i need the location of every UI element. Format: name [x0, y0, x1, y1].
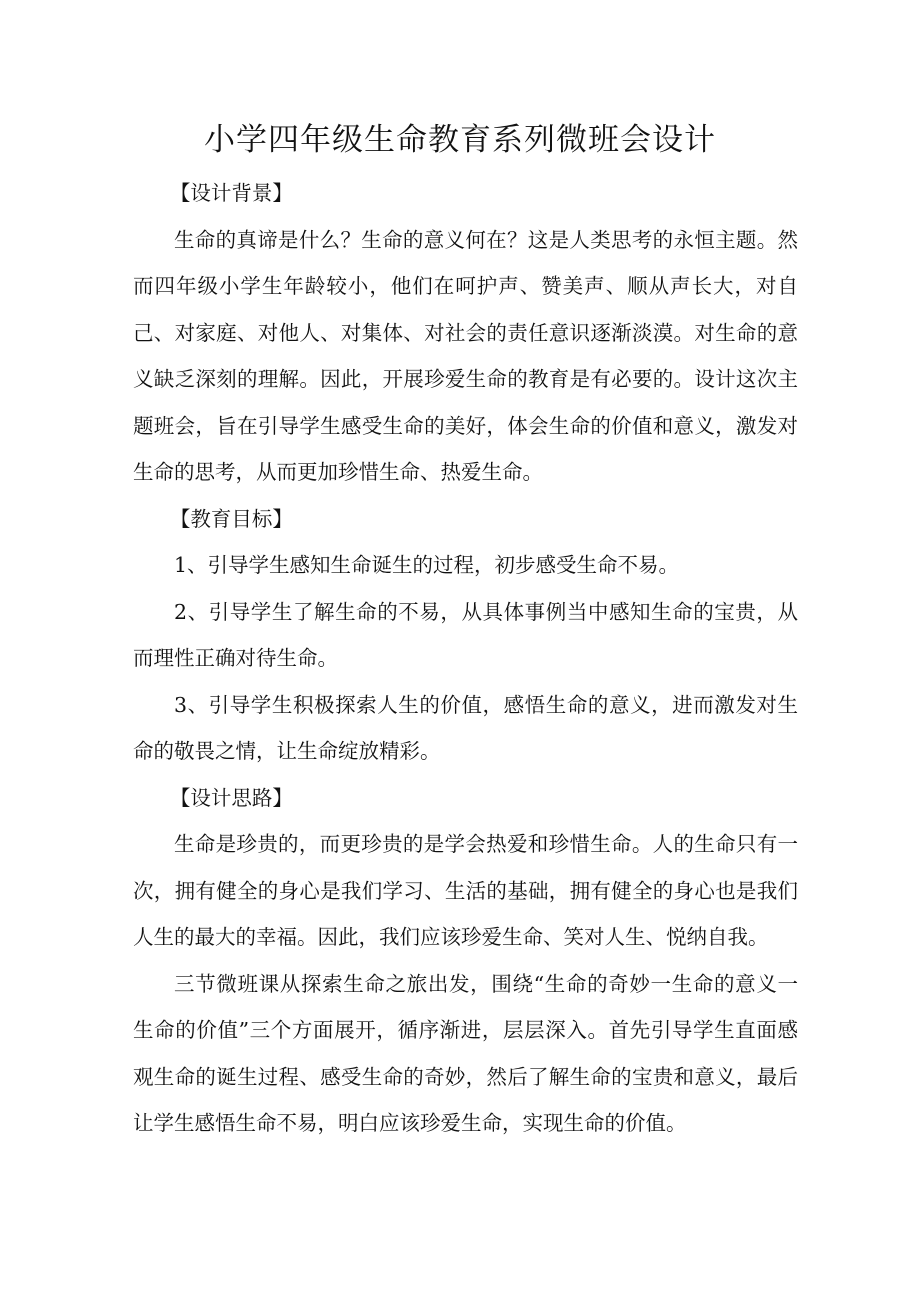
document-body: [133, 170, 798, 1147]
paragraph-goal-1: 1、引导学生感知生命诞生的过程，初步感受生命不易。: [174, 553, 680, 577]
paragraph-approach-1: 生命是珍贵的，而更珍贵的是学会热爱和珍惜生命。人的生命只有一次，拥有健全的身心是我们学习、生活的基础，拥有健全的身心也是我们人生的最大的幸福。因此，我们应该珍爱生命、笑对人生、悦纳自我。: [133, 832, 798, 949]
paragraph-background: 生命的真谛是什么？生命的意义何在？这是人类思考的永恒主题。然而四年级小学生年龄较小，他们在呵护声、赞美声、顺从声长大，对自己、对家庭、对他人、对集体、对社会的责任意识逐渐淡漠。对生命的意义缺乏深刻的理解。因此，开展珍爱生命的教育是有必要的。设计这次主题班会，旨在引导学生感受生命的美好，体会生命的价值和意义，激发对生命的思考，从而更加珍惜生命、热爱生命。: [133, 227, 798, 484]
section-heading-goals: 【教育目标】: [169, 506, 293, 531]
section-heading-approach: 【设计思路】: [169, 785, 293, 810]
paragraph-goal-3: 3、引导学生积极探索人生的价值，感悟生命的意义，进而激发对生命的敬畏之情，让生命绽放精彩。: [133, 692, 798, 763]
paragraph-approach-2: 三节微班课从探索生命之旅出发，围绕“生命的奇妙一生命的意义一生命的价值”三个方面展开，循序渐进，层层深入。首先引导学生直面感观生命的诞生过程、感受生命的奇妙，然后了解生命的宝贵和意义，最后让学生感悟生命不易，明白应该珍爱生命，实现生命的价值。: [133, 971, 798, 1135]
document-title: 小学四年级生命教育系列微班会设计: [204, 122, 716, 158]
paragraph-goal-2: 2、引导学生了解生命的不易，从具体事例当中感知生命的宝贵，从而理性正确对待生命。: [133, 599, 798, 670]
section-heading-background: 【设计背景】: [169, 181, 293, 205]
